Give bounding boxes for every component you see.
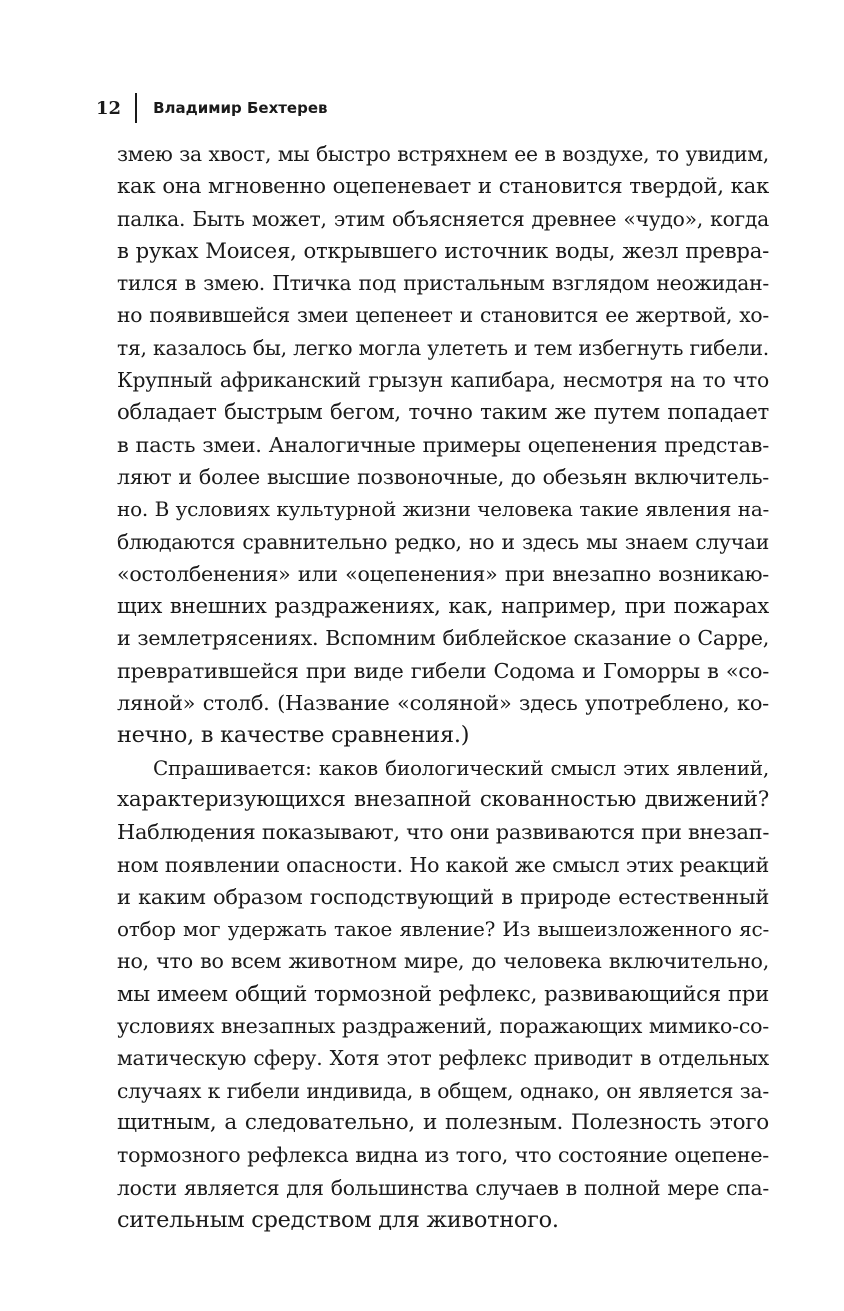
text-line: но. В условиях культурной жизни человека такие явления на-: [117, 497, 769, 522]
text-line: но появившейся змеи цепенеет и становится ее жертвой, хо-: [117, 303, 769, 328]
header-divider: [135, 93, 137, 123]
text-line: как она мгновенно оцепеневает и становится твердой, как: [117, 173, 769, 199]
body-text: [117, 138, 769, 1236]
text-line: и землетрясениях. Вспомним библейское сказание о Сарре,: [117, 626, 769, 651]
text-line: тормозного рефлекса видна из того, что состояние оцепене-: [117, 1143, 769, 1168]
text-line: лости является для большинства случаев в полной мере спа-: [117, 1175, 769, 1200]
text-line: блюдаются сравнительно редко, но и здесь мы знаем случаи: [117, 529, 769, 554]
text-line: щитным, а следовательно, и полезным. Полезность этого: [117, 1109, 769, 1135]
text-line: матическую сферу. Хотя этот рефлекс приводит в отдельных: [117, 1046, 769, 1071]
page-number: 12: [96, 97, 122, 119]
paragraph: [117, 752, 769, 1236]
text-line: тился в змею. Птичка под пристальным взглядом неожидан-: [117, 271, 769, 296]
text-line: Крупный африканский грызун капибара, несмотря на то что: [117, 368, 769, 393]
text-line: в руках Моисея, открывшего источник воды, жезл превра-: [117, 237, 769, 263]
text-line: Наблюдения показывают, что они развиваются при внезап-: [117, 820, 770, 845]
text-line: щих внешних раздражениях, как, например, при пожарах: [117, 593, 769, 619]
text-line: змею за хвост, мы быстро встряхнем ее в воздухе, то увидим,: [117, 142, 769, 166]
text-line: и каким образом господствующий в природе естественный: [117, 884, 769, 909]
text-line: «остолбенения» или «оцепенения» при внезапно возникаю-: [117, 561, 769, 586]
text-line: случаях к гибели индивида, в общем, однако, он является за-: [117, 1078, 769, 1103]
text-line: ляной» столб. (Название «соляной» здесь употреблено, ко-: [117, 691, 769, 716]
text-line: тя, казалось бы, легко могла улететь и тем избегнуть гибели.: [117, 335, 769, 360]
paragraph: [117, 138, 769, 752]
text-line: в пасть змеи. Аналогичные примеры оцепенения представ-: [117, 432, 769, 457]
text-line: ном появлении опасности. Но какой же смысл этих реакций: [117, 852, 769, 877]
text-line: сительным средством для животного.: [117, 1206, 559, 1233]
text-line: ляют и более высшие позвоночные, до обезьян включитель-: [117, 464, 769, 489]
text-line: мы имеем общий тормозной рефлекс, развивающийся при: [117, 980, 769, 1006]
text-line: условиях внезапных раздражений, поражающих мимико-со-: [117, 1014, 769, 1039]
page-header: [96, 93, 328, 123]
running-title: Владимир Бехтерев: [153, 99, 328, 117]
text-line: но, что во всем животном мире, до человека включительно,: [117, 949, 769, 974]
text-line: нечно, в качестве сравнения.): [117, 722, 470, 749]
text-line: обладает быстрым бегом, точно таким же путем попадает: [117, 399, 769, 425]
text-line: превратившейся при виде гибели Содома и Гоморры в «со-: [117, 658, 769, 683]
text-line: палка. Быть может, этим объясняется древнее «чудо», когда: [117, 206, 769, 231]
text-line: отбор мог удержать такое явление? Из вышеизложенного яс-: [117, 917, 769, 942]
text-line: характеризующихся внезапной скованностью движений?: [117, 786, 769, 812]
text-line: Спрашивается: каков биологический смысл этих явлений,: [153, 755, 769, 780]
